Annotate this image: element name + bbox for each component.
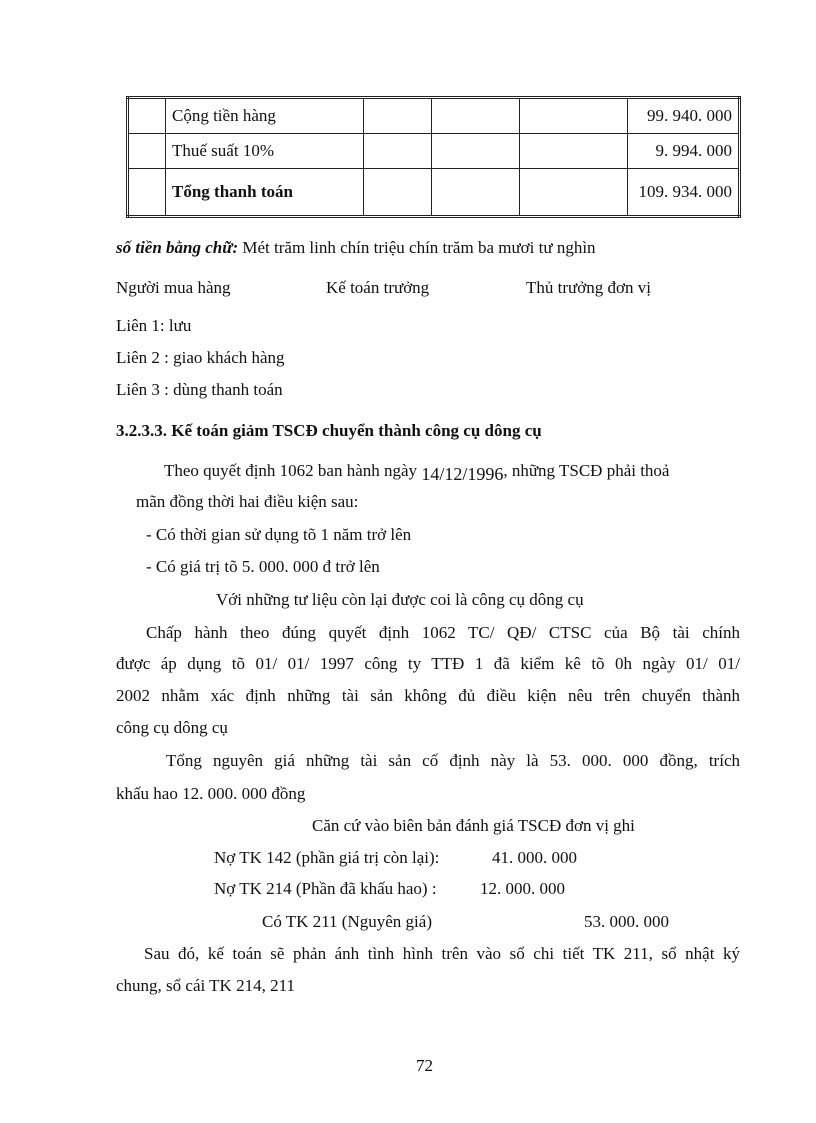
signature-buyer: Người mua hàng [116, 278, 231, 297]
paragraph-posting-line: Sau đó, kế toán sẽ phản ánh tình hình trên vào sổ chi tiết TK 211, sổ nhật ký [144, 944, 740, 963]
table-row [128, 134, 740, 169]
entry-debit-142-amount: 41. 000. 000 [492, 848, 577, 867]
amount-in-words-text: Mét trăm linh chín triệu chín trăm ba mươi tư nghìn [242, 238, 596, 257]
table-row [128, 98, 740, 134]
amount-in-words [116, 238, 596, 258]
row-label-total: Tổng thanh toán [166, 169, 364, 217]
paragraph-compliance-line: công cụ dông cụ [116, 718, 228, 737]
paragraph-compliance-line: Chấp hành theo đúng quyết định 1062 TC/ QĐ/ CTSC của Bộ tài chính [146, 623, 740, 642]
row-amount-subtotal: 99. 940. 000 [628, 98, 740, 134]
paragraph-posting-line: chung, sổ cái TK 214, 211 [116, 976, 295, 995]
table-cell [128, 98, 166, 134]
entry-intro: Căn cứ vào biên bản đánh giá TSCĐ đơn vị ghi [312, 816, 635, 835]
entry-credit-211-amount: 53. 000. 000 [584, 912, 669, 931]
paragraph-decision [164, 460, 670, 484]
condition-item: - Có thời gian sử dụng tõ 1 năm trở lên [146, 525, 412, 544]
row-amount-tax: 9. 994. 000 [628, 134, 740, 169]
copy-line-1: Liên 1: lưu [116, 316, 192, 335]
paragraph-total-cost-line: khấu hao 12. 000. 000 đồng [116, 784, 306, 803]
paragraph-total-cost-line: Tổng nguyên giá những tài sản cố định này là 53. 000. 000 đồng, trích [166, 751, 740, 770]
paragraph-compliance-line: 2002 nhằm xác định những tài sản không đủ điều kiện nêu trên chuyển thành [116, 686, 740, 705]
paragraph-compliance-line: được áp dụng tõ 01/ 01/ 1997 công ty TTĐ 1 đã kiểm kê tõ 0h ngày 01/ 01/ [116, 654, 740, 673]
entry-debit-214-amount: 12. 000. 000 [480, 879, 565, 898]
amount-in-words-label: số tiền bằng chữ: [116, 238, 239, 257]
signature-unit-head: Thủ trưởng đơn vị [526, 278, 651, 297]
row-label-subtotal: Cộng tiền hàng [166, 98, 364, 134]
copy-line-3: Liên 3 : dùng thanh toán [116, 380, 283, 399]
signature-chief-accountant: Kế toán trưởng [326, 278, 430, 297]
condition-item: - Có giá trị tõ 5. 000. 000 đ trở lên [146, 557, 380, 576]
paragraph-decision-text: Theo quyết định 1062 ban hành ngày [164, 461, 418, 480]
entry-credit-211-label: Có TK 211 (Nguyên giá) [262, 912, 432, 931]
table-row [128, 169, 740, 217]
paragraph-decision-line2: mãn đồng thời hai điều kiện sau: [136, 492, 359, 511]
entry-debit-142-label: Nợ TK 142 (phần giá trị còn lại): [214, 848, 440, 867]
invoice-total-table [126, 96, 741, 218]
row-amount-total: 109. 934. 000 [628, 169, 740, 217]
entry-debit-214-label: Nợ TK 214 (Phần đã khấu hao) : [214, 879, 437, 898]
row-label-tax: Thuế suất 10% [166, 134, 364, 169]
paragraph-decision-text-end: , những TSCĐ phải thoả [503, 461, 670, 480]
page-number: 72 [416, 1056, 433, 1075]
centered-note: Với những tư liệu còn lại được coi là công cụ dông cụ [216, 590, 584, 609]
decision-date: 14/12/1996 [421, 464, 504, 484]
section-heading: 3.2.3.3. Kế toán giảm TSCĐ chuyển thành công cụ dông cụ [116, 421, 542, 440]
copy-line-2: Liên 2 : giao khách hàng [116, 348, 285, 367]
